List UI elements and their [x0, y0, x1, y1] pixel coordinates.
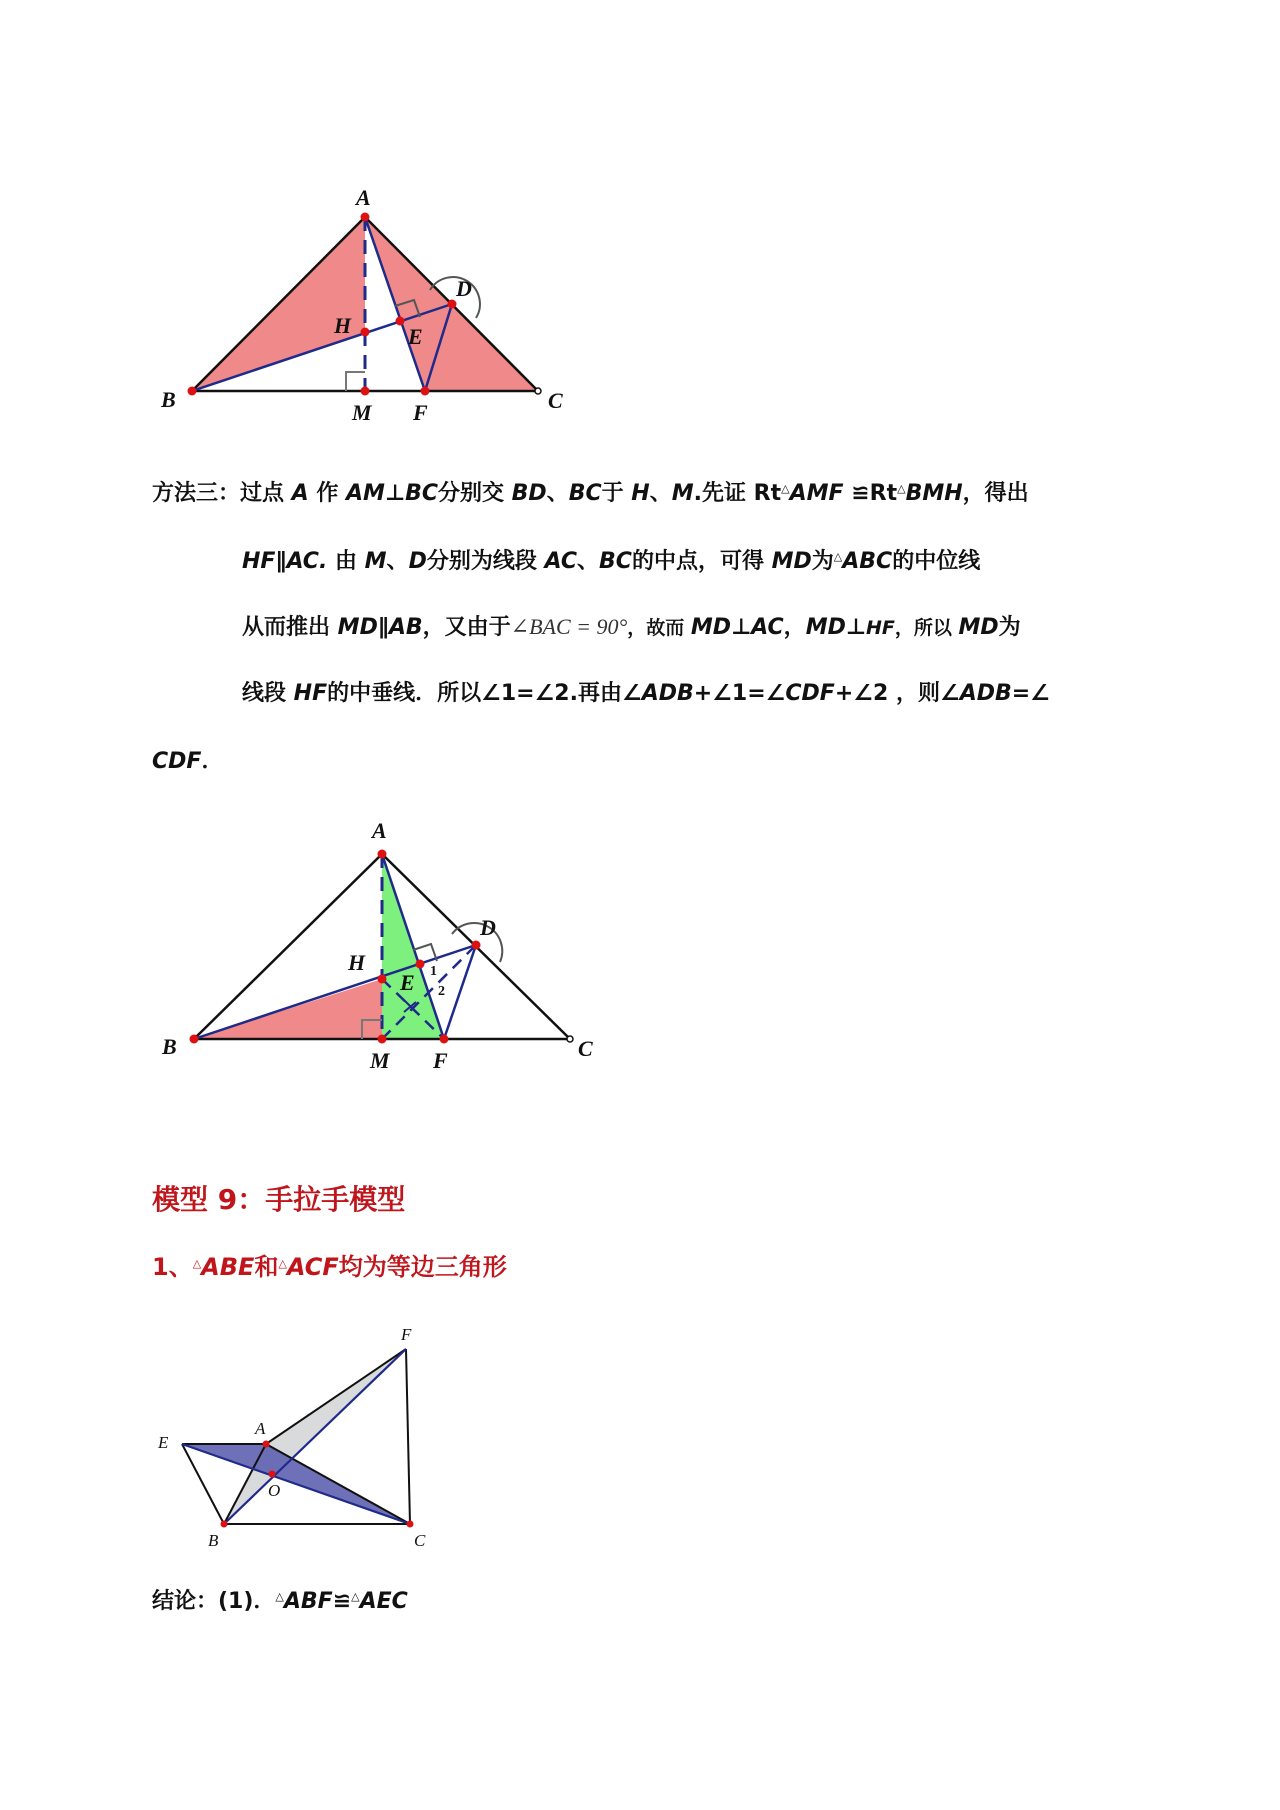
text: AEC — [359, 1589, 408, 1614]
text: +∠1=∠ — [693, 681, 786, 706]
label-a: A — [255, 1419, 266, 1438]
conclusion-line — [152, 1584, 408, 1615]
text: ABC — [842, 549, 893, 574]
figure-1-right-triangle — [140, 180, 580, 440]
label-c: C — [548, 388, 563, 413]
label-b: B — [208, 1531, 219, 1550]
text: BD — [511, 481, 547, 506]
angle-bac-expression: ∠BAC = 90° — [510, 614, 628, 639]
model-9-subheading — [152, 1247, 507, 1282]
text: ⊥ — [845, 615, 866, 640]
method3-line-4 — [242, 676, 1050, 707]
text: MD — [958, 615, 999, 640]
text: 的中位线 — [892, 549, 981, 574]
text: ，所以 — [894, 617, 959, 639]
point-d — [472, 941, 481, 950]
label-a: A — [356, 185, 371, 210]
text: MD — [337, 615, 378, 640]
triangle-symbol: △ — [278, 1257, 287, 1270]
label-o: O — [268, 1481, 281, 1500]
text: ≌Rt — [843, 481, 898, 506]
label-f: F — [413, 400, 428, 425]
text: HF — [865, 617, 895, 639]
text: ⊥ — [731, 615, 752, 640]
text: AC — [544, 549, 577, 574]
text: 由 — [327, 549, 365, 574]
method3-line-2 — [242, 544, 980, 575]
text: 于 — [601, 481, 632, 506]
text: ADB — [641, 681, 694, 706]
point-h — [361, 328, 370, 337]
triangle-symbol: △ — [351, 1590, 360, 1603]
triangle-symbol: △ — [275, 1590, 284, 1603]
model-9-heading: 模型 9：手拉手模型 — [152, 1183, 406, 1216]
side-af — [266, 1349, 406, 1444]
text: BC — [568, 481, 602, 506]
text: 分别交 — [437, 481, 512, 506]
label-m: M — [352, 400, 372, 425]
point-b — [188, 387, 197, 396]
text: M — [671, 481, 694, 506]
label-f: F — [433, 1048, 448, 1073]
side-fc — [406, 1349, 410, 1524]
label-h: H — [348, 950, 366, 975]
point-b — [221, 1521, 228, 1528]
label-b: B — [161, 387, 176, 412]
triangle-symbol: △ — [781, 482, 790, 495]
text: AC — [751, 615, 784, 640]
text: ≌ — [332, 1589, 352, 1614]
label-b: B — [162, 1034, 177, 1059]
segment-bf — [224, 1349, 406, 1524]
point-c — [407, 1521, 414, 1528]
text: ，得出 — [962, 481, 1029, 506]
text: ，故而 — [627, 617, 691, 639]
label-e: E — [158, 1433, 169, 1452]
text: 和 — [254, 1253, 279, 1281]
point-m — [361, 387, 370, 396]
text: 结论：(1)． — [152, 1589, 276, 1614]
text: ⊥ — [384, 481, 406, 506]
text: BC — [599, 549, 632, 574]
text: ABE — [201, 1253, 255, 1281]
text: A — [291, 481, 309, 506]
text: =∠ — [1011, 681, 1050, 706]
figure-2-right-triangle — [140, 800, 620, 1090]
text: ． — [201, 749, 224, 774]
text: MD — [690, 615, 732, 640]
method3-line-1 — [152, 476, 1029, 507]
text: 的中垂线．所以∠1=∠2.再由∠ — [327, 681, 642, 706]
text: ，又由于 — [422, 615, 511, 640]
text: H — [631, 481, 650, 506]
text: MD — [805, 615, 846, 640]
text: 均为等边三角形 — [338, 1253, 507, 1281]
segment-df — [444, 945, 476, 1039]
text: ∥ — [377, 615, 389, 640]
text: ∥ — [275, 549, 287, 574]
point-m — [378, 1035, 387, 1044]
text: AM — [346, 481, 385, 506]
text: MD — [771, 549, 812, 574]
label-d: D — [480, 915, 496, 940]
text: 为 — [998, 615, 1021, 640]
text: D — [408, 549, 427, 574]
point-e — [396, 317, 405, 326]
point-h — [378, 975, 387, 984]
point-a — [263, 1441, 270, 1448]
text: 为 — [811, 549, 834, 574]
text: 、 — [577, 549, 600, 574]
label-e: E — [400, 970, 415, 995]
text: ， — [783, 615, 806, 640]
label-h: H — [334, 313, 352, 338]
text: AMF — [789, 481, 844, 506]
point-f — [440, 1035, 449, 1044]
triangle-symbol: △ — [192, 1257, 202, 1270]
text: HF — [242, 549, 276, 574]
text: ADB — [959, 681, 1012, 706]
label-d: D — [456, 276, 472, 301]
text: 、 — [386, 549, 409, 574]
label-c: C — [578, 1036, 593, 1061]
text: 、 — [546, 481, 569, 506]
label-a: A — [372, 818, 387, 843]
point-f — [421, 387, 430, 396]
angle-label-2: 2 — [438, 984, 445, 999]
text: AC. — [286, 549, 328, 574]
text: CDF — [785, 681, 835, 706]
label-m: M — [370, 1048, 390, 1073]
text: ACF — [286, 1253, 339, 1281]
point-e — [416, 960, 425, 969]
point-c — [567, 1036, 573, 1042]
label-f: F — [401, 1325, 412, 1344]
point-a — [378, 850, 387, 859]
text: M — [364, 549, 387, 574]
point-o — [269, 1471, 276, 1478]
text: CDF — [152, 749, 202, 774]
text: 从而推出 — [242, 615, 338, 640]
text: +∠2 ，则∠ — [834, 681, 960, 706]
method3-line-3 — [242, 610, 1021, 641]
text: BMH — [905, 481, 963, 506]
text: 分别为线段 — [426, 549, 545, 574]
method3-line-5 — [152, 744, 223, 775]
label-e: E — [408, 324, 423, 349]
text: 的中点，可得 — [631, 549, 772, 574]
point-b — [190, 1035, 199, 1044]
text: BC — [405, 481, 438, 506]
text: 作 — [308, 481, 347, 506]
point-c — [535, 388, 541, 394]
text: ABF — [283, 1589, 333, 1614]
triangle-symbol: △ — [833, 550, 843, 563]
angle-label-1: 1 — [430, 964, 437, 979]
point-a — [361, 213, 370, 222]
text: AB — [388, 615, 423, 640]
text: 、 — [649, 481, 672, 506]
text: 方法三：过点 — [152, 481, 292, 506]
text: HF — [293, 681, 328, 706]
figure-3-hand-in-hand — [140, 1310, 460, 1550]
text: 线段 — [242, 681, 294, 706]
label-c: C — [414, 1531, 426, 1550]
triangle-symbol: △ — [897, 482, 906, 495]
text: 1、 — [152, 1253, 193, 1281]
side-ac — [266, 1444, 410, 1524]
text: .先证 Rt — [693, 481, 782, 506]
